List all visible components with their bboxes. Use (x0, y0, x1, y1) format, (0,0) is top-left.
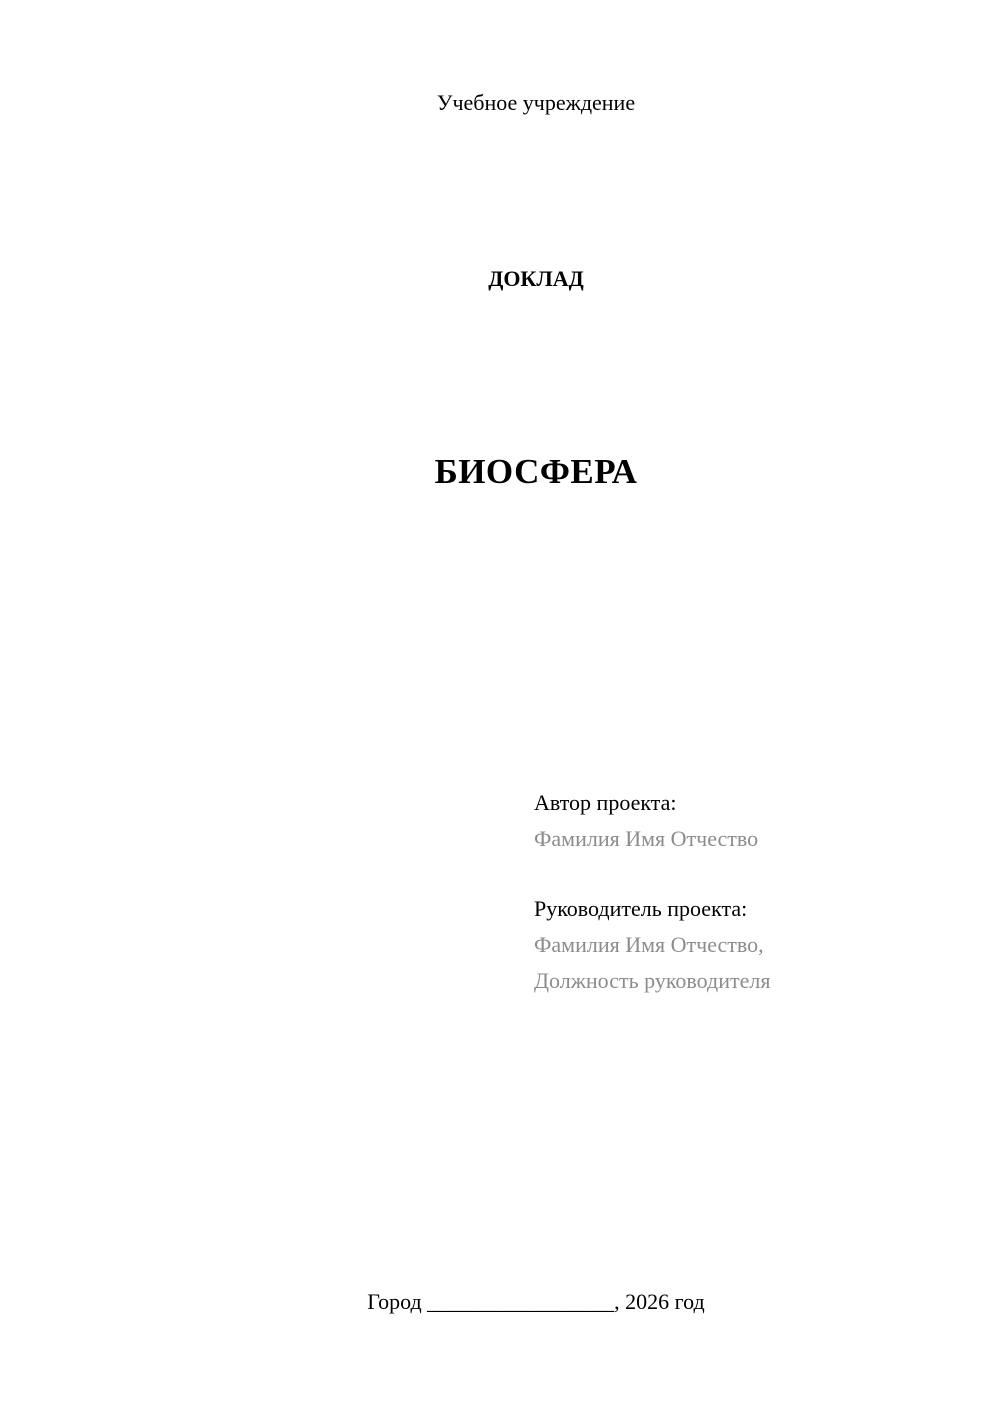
supervisor-label: Руководитель проекта: (534, 896, 748, 921)
credits-block (534, 785, 770, 999)
institution-name: Учебное учреждение (436, 90, 636, 115)
credits-spacer (534, 857, 770, 891)
city-year-line: Город _________________, 2026 год (367, 1289, 705, 1314)
document-type: ДОКЛАД (488, 266, 584, 291)
document-title: БИОСФЕРА (434, 452, 638, 491)
supervisor-name: Фамилия Имя Отчество, (534, 932, 764, 957)
supervisor-position: Должность руководителя (534, 968, 771, 993)
author-label: Автор проекта: (534, 790, 677, 815)
author-name: Фамилия Имя Отчество (534, 826, 759, 851)
